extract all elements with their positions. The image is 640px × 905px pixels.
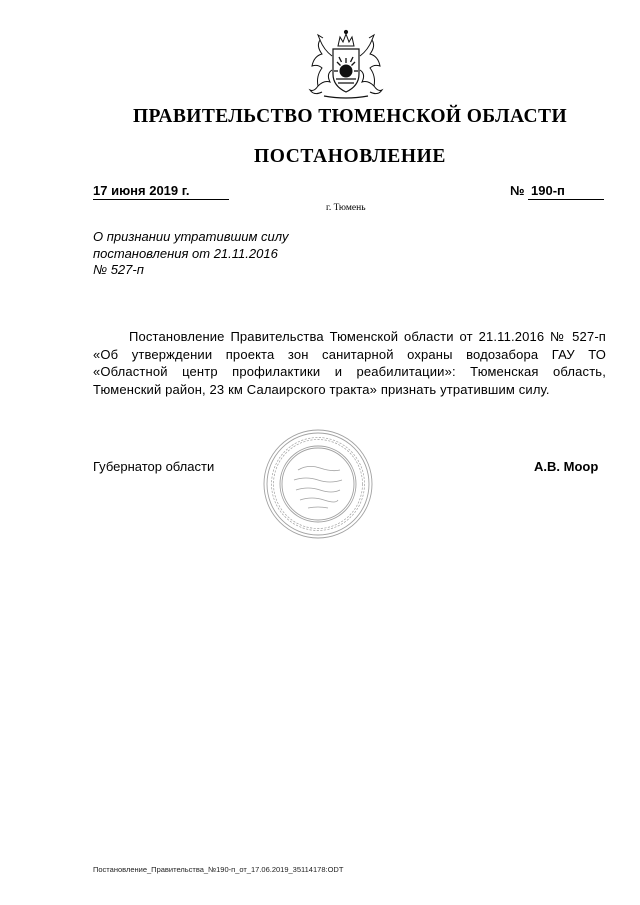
document-subject — [93, 229, 343, 279]
body-paragraph: Постановление Правительства Тюменской области от 21.11.2016 № 527-п «Об утверждении проекта зон санитарной охраны водозабора ГАУ ТО «Областной центр профилактики и реабилитации»: Тюменская область, Тюменский район, 23 км Салаирского тракта» признать утратившим силу. — [93, 329, 606, 397]
document-number: 190-п — [528, 183, 604, 200]
subject-line: постановления от 21.11.2016 — [93, 245, 278, 261]
government-title: ПРАВИТЕЛЬСТВО ТЮМЕНСКОЙ ОБЛАСТИ — [132, 106, 568, 127]
subject-line: О признании утратившим силу — [93, 229, 289, 244]
document-date: 17 июня 2019 г. — [93, 183, 229, 200]
document-type-heading: ПОСТАНОВЛЕНИЕ — [253, 146, 447, 167]
signatory-name: А.В. Моор — [534, 459, 599, 474]
number-sign: № — [510, 183, 525, 198]
city-name: г. Тюмень — [326, 203, 366, 213]
coat-of-arms-icon — [302, 26, 390, 102]
official-seal-icon — [262, 428, 374, 540]
footer-filename: Постановление_Правительства_№190-п_от_17.06.2019_35114178:ODT — [93, 865, 344, 874]
signatory-position: Губернатор области — [93, 459, 215, 474]
subject-line: № 527-п — [93, 262, 144, 277]
